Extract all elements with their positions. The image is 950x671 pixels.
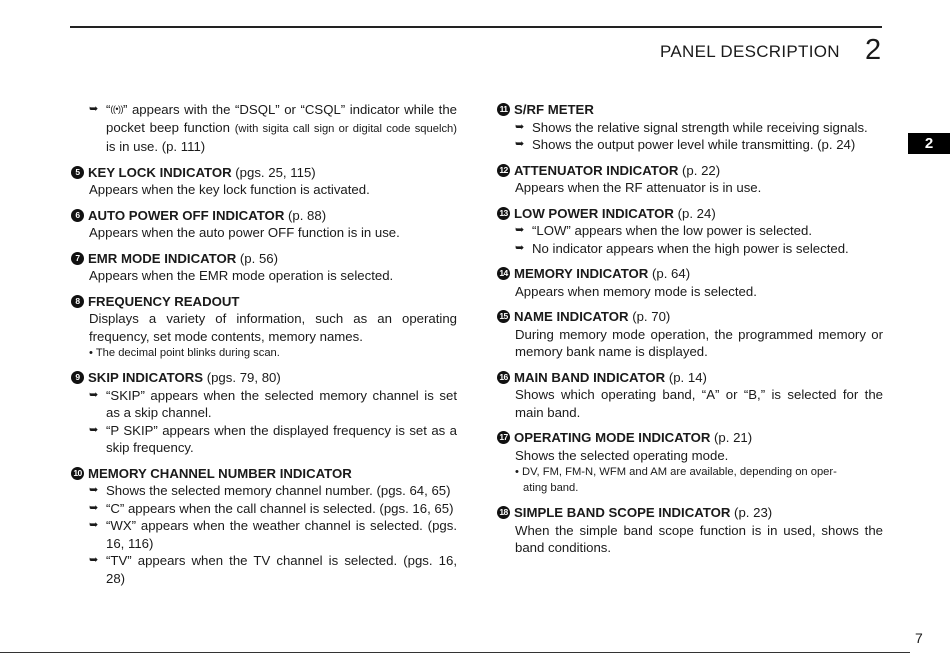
section-auto-power-off [71, 207, 457, 242]
item-title: MEMORY INDICATOR [514, 266, 649, 281]
section-key-lock [71, 164, 457, 199]
pocket-beep-icon: ((•)) [110, 104, 124, 114]
top-rule [70, 26, 882, 28]
page-ref: (p. 70) [628, 309, 671, 324]
item-number-badge: 13 [497, 207, 510, 220]
item-title: NAME INDICATOR [514, 309, 629, 324]
bullet-item: ➥ Shows the relative signal strength while receiving signals. [515, 119, 868, 135]
arrow-bullet-icon: ➥ [515, 138, 525, 150]
section-memory-channel-number [71, 465, 457, 588]
section-simple-band-scope [497, 504, 883, 557]
item-number-badge: 9 [71, 371, 84, 384]
section-emr-mode [71, 250, 457, 285]
arrow-bullet-icon: ➥ [89, 484, 99, 496]
arrow-bullet-icon: ➥ [89, 501, 99, 514]
item-title: S/RF METER [514, 102, 594, 117]
item-note: • DV, FM, FM-N, WFM and AM are available, depending on oper- ating band. [515, 466, 837, 494]
item-note: • The decimal point blinks during scan. [89, 347, 280, 359]
item-number-badge: 17 [497, 431, 510, 444]
arrow-bullet-icon: ➥ [515, 224, 525, 236]
section-attenuator [497, 162, 883, 197]
section-operating-mode [497, 429, 883, 496]
arrow-bullet-icon: ➥ [89, 519, 99, 531]
bullet-item: ➥ No indicator appears when the high power is selected. [515, 240, 849, 256]
item-title: SKIP INDICATORS [88, 370, 204, 385]
item-number-badge: 16 [497, 371, 510, 384]
item-body: Appears when memory mode is selected. [515, 283, 757, 299]
page-ref: (p. 14) [665, 369, 707, 385]
page-ref: (pgs. 79, 80) [203, 370, 281, 385]
chapter-tab: 2 [908, 133, 950, 154]
section-skip-indicators [71, 369, 457, 457]
left-column [71, 101, 457, 595]
section-s-rf-meter [497, 101, 883, 154]
arrow-bullet-icon: ➥ [89, 423, 99, 436]
item-body: During memory mode operation, the programmed memory or memory bank name is displayed. [515, 326, 883, 359]
item-title: ATTENUATOR INDICATOR [514, 162, 679, 178]
page-ref: (p. 88) [284, 207, 327, 223]
arrow-bullet-icon: ➥ [515, 120, 525, 133]
item-number-badge: 6 [71, 209, 84, 222]
item-number-badge: 5 [71, 166, 84, 179]
section-memory-indicator [497, 265, 883, 300]
page-ref: (p. 23) [730, 505, 773, 520]
item-number-badge: 11 [497, 103, 510, 116]
bullet-item: ➥ “WX” appears when the weather channel is selected. (pgs. 16, 116) [89, 518, 457, 551]
item-title: KEY LOCK INDICATOR [88, 164, 232, 180]
item-title: SIMPLE BAND SCOPE INDICATOR [514, 505, 731, 520]
pocket-beep-note [71, 101, 457, 156]
arrow-bullet-icon: ➥ [89, 103, 99, 115]
page-ref: (p. 64) [648, 266, 691, 281]
bullet-item: ➥ Shows the output power level while transmitting. (p. 24) [515, 137, 856, 152]
item-body: Appears when the EMR mode operation is selected. [89, 268, 394, 283]
bullet-item: ➥ “P SKIP” appears when the displayed frequency is set as a skip frequency. [89, 422, 457, 455]
bullet-item: ➥ “((•))” appears with the “DSQL” or “CSQL” indicator while the pocket beep function (with sigita call sign or digital code squelch) is in use. (p. 111) [89, 102, 457, 154]
section-frequency-readout [71, 293, 457, 362]
section-name-indicator [497, 308, 883, 361]
item-body: Appears when the auto power OFF function is in use. [89, 225, 400, 240]
item-number-badge: 12 [497, 164, 510, 177]
item-number-badge: 10 [71, 467, 84, 480]
item-body: Shows the selected operating mode. [515, 447, 729, 463]
item-body: When the simple band scope function is in used, shows the band conditions. [515, 522, 883, 555]
item-title: AUTO POWER OFF INDICATOR [88, 207, 285, 223]
section-title: PANEL DESCRIPTION [660, 42, 840, 61]
item-number-badge: 7 [71, 252, 84, 265]
item-title: OPERATING MODE INDICATOR [514, 430, 711, 445]
bullet-item: ➥ “C” appears when the call channel is selected. (pgs. 16, 65) [89, 500, 454, 516]
section-main-band [497, 369, 883, 422]
bullet-item: ➥ “TV” appears when the TV channel is selected. (pgs. 16, 28) [89, 553, 457, 586]
item-title: MEMORY CHANNEL NUMBER INDICATOR [88, 465, 352, 481]
bottom-rule [0, 652, 910, 653]
bullet-item: ➥ “SKIP” appears when the selected memory channel is set as a skip channel. [89, 387, 457, 420]
item-body: Displays a variety of information, such as an operating frequency, set mode contents, memory names. [89, 311, 457, 344]
section-low-power [497, 205, 883, 258]
page-ref: (pgs. 25, 115) [231, 164, 316, 180]
item-number-badge: 8 [71, 295, 84, 308]
page-number: 7 [915, 630, 923, 646]
bullet-item: ➥ “LOW” appears when the low power is selected. [515, 223, 812, 238]
item-title: MAIN BAND INDICATOR [514, 369, 666, 385]
arrow-bullet-icon: ➥ [89, 554, 99, 566]
item-number-badge: 15 [497, 310, 510, 323]
item-number-badge: 18 [497, 506, 510, 519]
item-number-badge: 14 [497, 267, 510, 280]
page-ref: (p. 56) [236, 250, 279, 266]
bullet-item: ➥ Shows the selected memory channel number. (pgs. 64, 65) [89, 483, 451, 498]
arrow-bullet-icon: ➥ [515, 241, 525, 254]
item-title: FREQUENCY READOUT [88, 293, 240, 309]
item-body: Shows which operating band, “A” or “B,” is selected for the main band. [515, 387, 883, 420]
page-ref: (p. 21) [710, 430, 753, 445]
chapter-number: 2 [865, 34, 882, 66]
right-column [497, 101, 883, 565]
page-ref: (p. 22) [678, 162, 721, 178]
page-ref: (p. 24) [673, 205, 716, 221]
arrow-bullet-icon: ➥ [89, 388, 99, 401]
item-title: LOW POWER INDICATOR [514, 205, 674, 221]
item-body: Appears when the RF attenuator is in use. [515, 180, 762, 195]
item-title: EMR MODE INDICATOR [88, 250, 237, 266]
item-body: Appears when the key lock function is activated. [89, 182, 370, 197]
